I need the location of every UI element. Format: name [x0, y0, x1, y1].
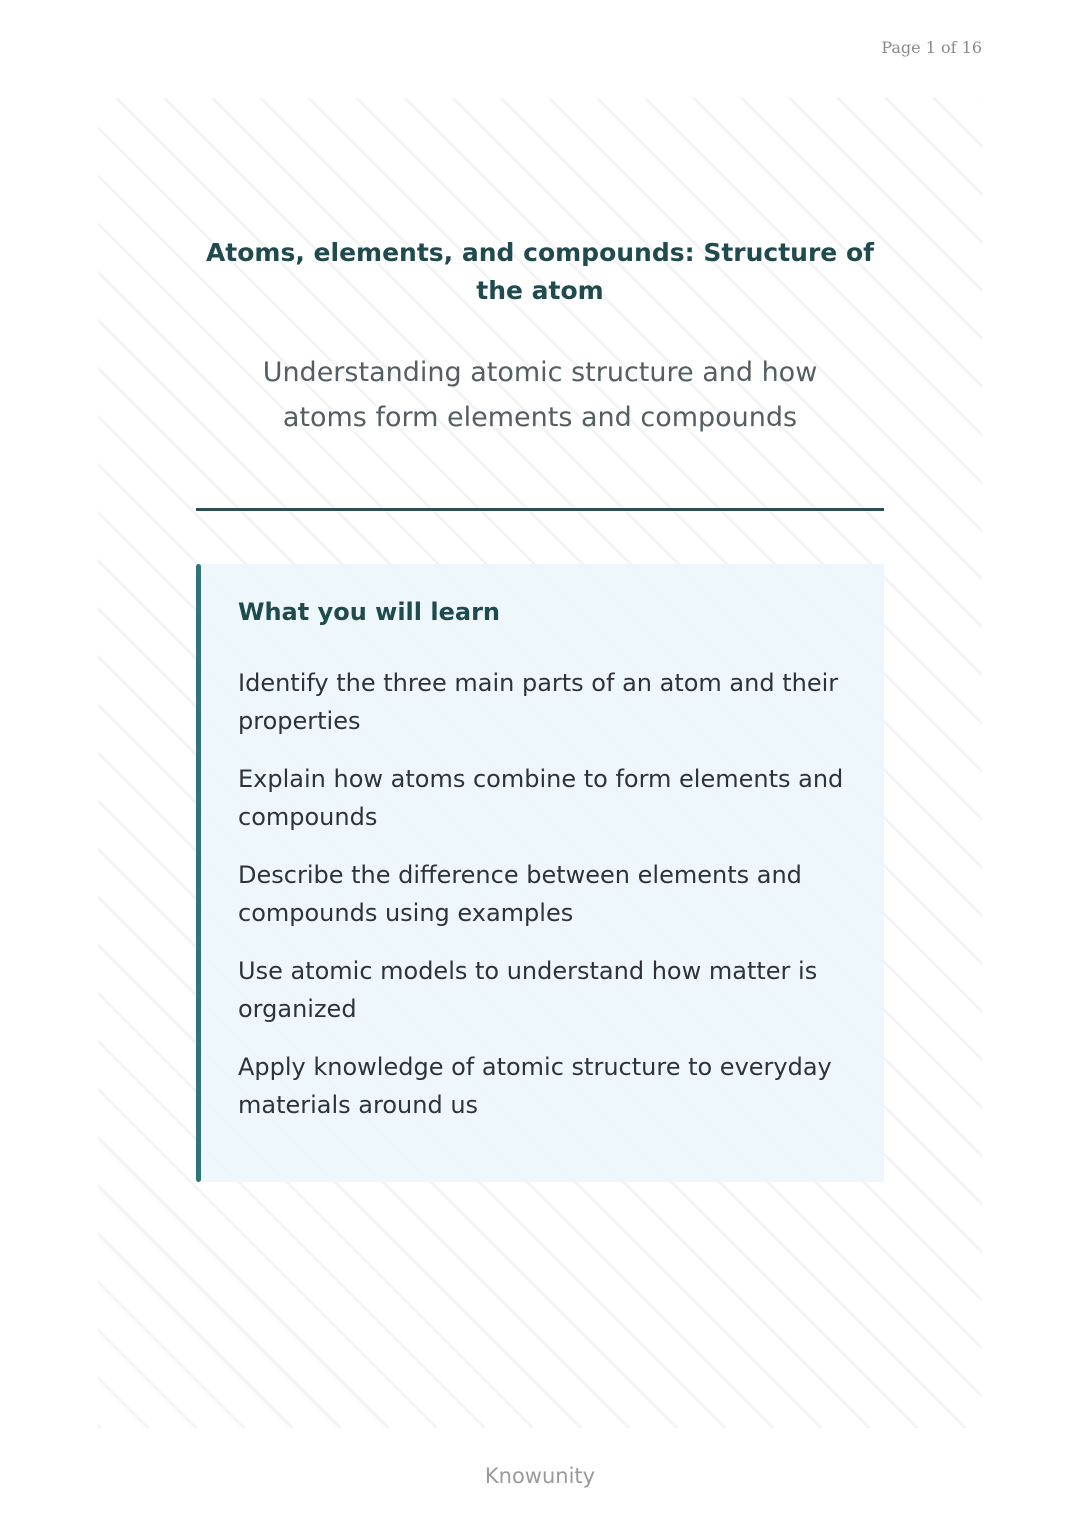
page-number: Page 1 of 16	[881, 38, 982, 57]
learning-objective-item: Identify the three main parts of an atom and their properties	[238, 669, 839, 735]
learning-objective-item: Describe the difference between elements and compounds using examples	[238, 861, 802, 927]
document-title: Atoms, elements, and compounds: Structure of the atom	[205, 238, 875, 305]
footer-brand: Knowunity	[484, 1464, 596, 1488]
learning-objectives-list	[238, 664, 858, 1144]
learning-objectives-heading: What you will learn	[238, 598, 500, 626]
learning-objective-item: Use atomic models to understand how matter is organized	[238, 957, 818, 1023]
document-content	[98, 98, 982, 1428]
learning-objectives-box	[196, 564, 884, 1182]
accent-bar	[196, 564, 201, 1182]
section-divider	[196, 508, 884, 511]
learning-objective-item: Explain how atoms combine to form elements and compounds	[238, 765, 844, 831]
document-subtitle: Understanding atomic structure and how atoms form elements and compounds	[262, 357, 818, 433]
learning-objective-item: Apply knowledge of atomic structure to everyday materials around us	[238, 1053, 832, 1119]
